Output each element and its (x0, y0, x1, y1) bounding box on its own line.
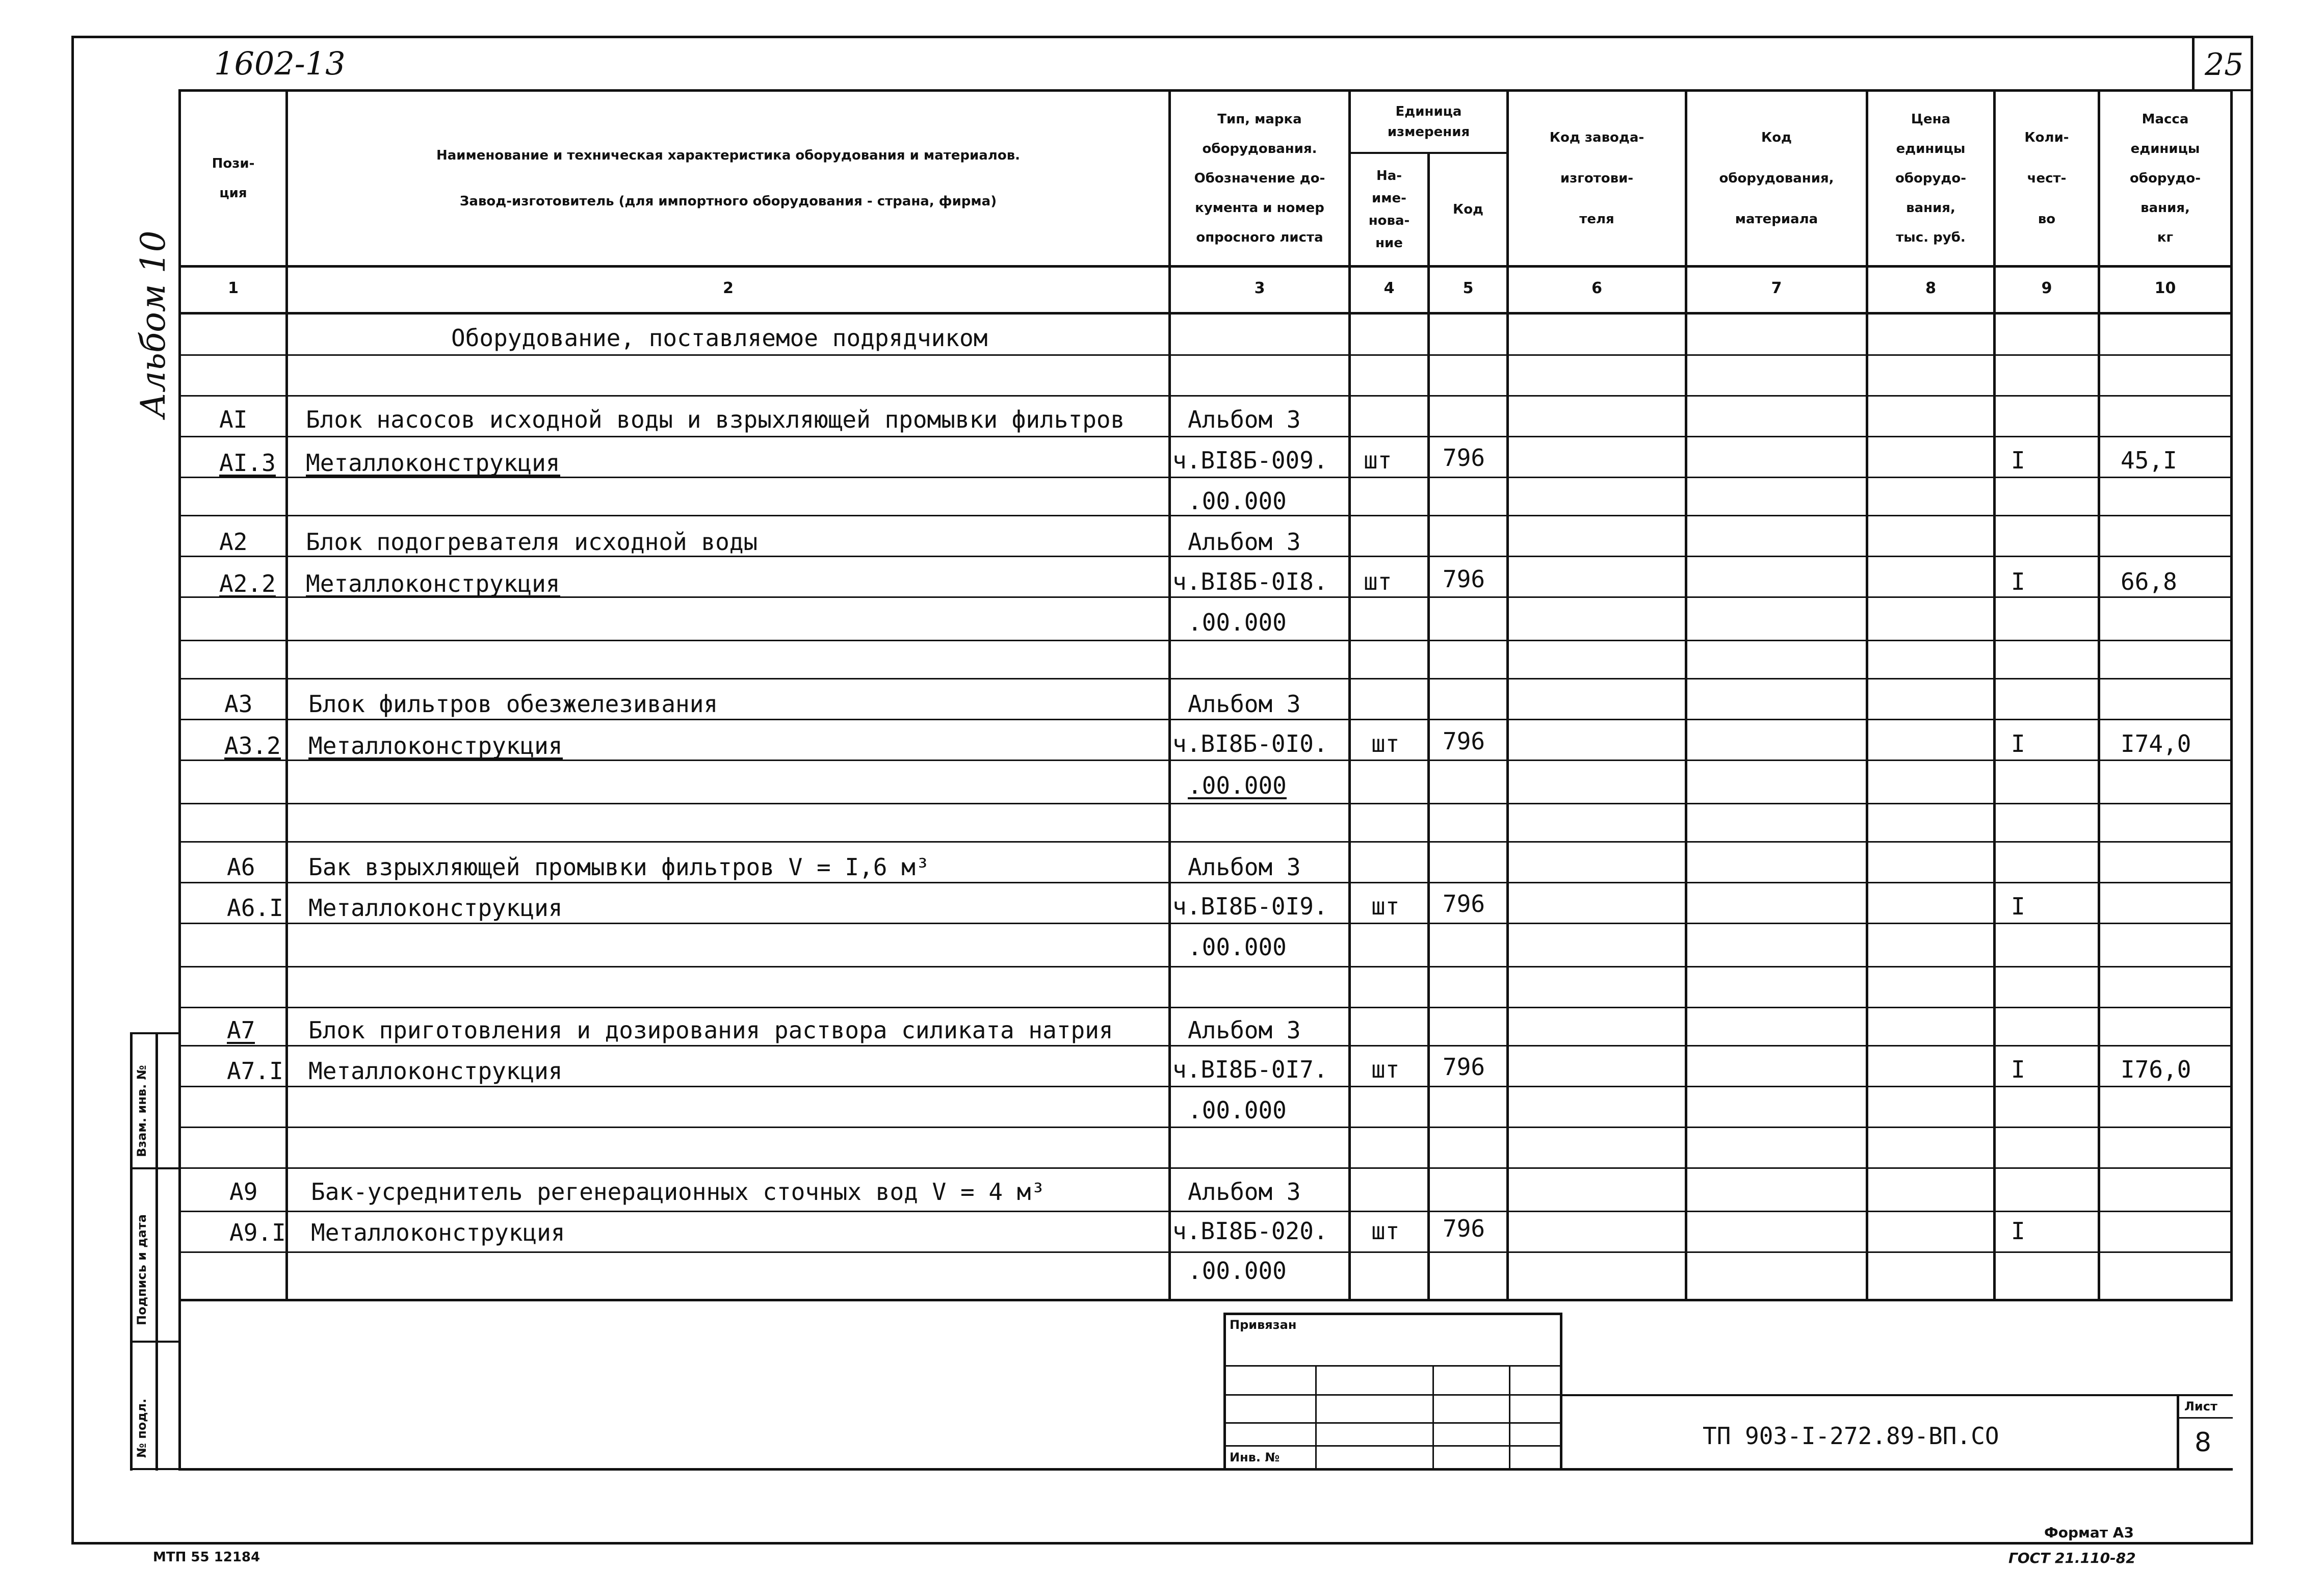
column-number: 3 (1254, 279, 1265, 297)
position-cell: А9 (229, 1178, 258, 1206)
unit-cell: шт (1371, 1056, 1400, 1083)
doc-cell: Альбом 3 (1188, 1178, 1301, 1206)
unit-cell: шт (1371, 893, 1400, 920)
doc-cell: ч.BI8Б-0I8. (1172, 568, 1328, 595)
name-cell: Металлоконструкция (311, 1219, 565, 1246)
code-cell: 796 (1443, 1053, 1485, 1081)
column-number: 9 (2041, 279, 2052, 297)
name-cell: Блок фильтров обезжелезивания (308, 690, 718, 718)
stamp-privyazan: Привязан (1230, 1318, 1297, 1332)
position-cell: А6 (227, 853, 255, 881)
column-header-quantity: Коли- чест- во (2024, 130, 2069, 227)
column-header-name: Наименование и техническая характеристика оборудования и материалов. Завод-изготовитель (для импортного оборудования - страна, фирма) (436, 148, 1021, 209)
quantity-cell: I (2011, 447, 2025, 474)
doc-cell: ч.BI8Б-0I0. (1172, 730, 1328, 757)
position-cell: АI (219, 406, 248, 433)
position-cell: А7 (227, 1016, 255, 1044)
doc-cell: .00.000 (1188, 933, 1287, 961)
position-cell: А3 (224, 690, 253, 718)
quantity-cell: I (2011, 893, 2025, 920)
column-number: 4 (1383, 279, 1395, 297)
album-label: Альбом 10 (134, 230, 173, 418)
position-cell: АI.3 (219, 449, 276, 477)
unit-cell: шт (1371, 1217, 1400, 1245)
page-number: 25 (2205, 47, 2244, 83)
column-header-position: Пози- ция (212, 156, 255, 201)
position-cell: А2.2 (219, 570, 276, 597)
doc-cell: ч.BI8Б-009. (1172, 447, 1328, 474)
doc-cell: .00.000 (1188, 772, 1287, 799)
doc-cell: Альбом 3 (1188, 690, 1301, 718)
name-cell: Блок подогревателя исходной воды (306, 528, 758, 556)
column-number: 8 (1925, 279, 1936, 297)
column-header-equipment-code: Код оборудования, материала (1719, 130, 1834, 227)
column-number: 2 (723, 279, 734, 297)
sheet-code: 1602-13 (214, 45, 346, 82)
doc-cell: Альбом 3 (1188, 406, 1301, 433)
position-cell: А7.I (227, 1057, 283, 1085)
column-header-unit-name: На- име- нова- ние (1368, 168, 1410, 251)
doc-cell: ч.BI8Б-0I7. (1172, 1056, 1328, 1083)
column-header-unit-group: Единица измерения (1387, 104, 1470, 140)
column-header-factory-code: Код завода- изготови- теля (1549, 130, 1644, 227)
column-number: 6 (1591, 279, 1602, 297)
unit-cell: шт (1371, 730, 1400, 757)
quantity-cell: I (2011, 1217, 2025, 1245)
position-cell: А2 (219, 528, 248, 556)
name-cell: Металлоконструкция (306, 449, 560, 477)
code-cell: 796 (1443, 565, 1485, 593)
column-number: 5 (1463, 279, 1474, 297)
name-cell: Металлоконструкция (308, 894, 563, 922)
left-footer-code: МТП 55 12184 (153, 1550, 260, 1565)
doc-cell: .00.000 (1188, 609, 1287, 636)
name-cell: Металлоконструкция (306, 570, 560, 597)
doc-cell: Альбом 3 (1188, 528, 1301, 556)
doc-cell: Альбом 3 (1188, 853, 1301, 881)
gost-label: ГОСТ 21.110-82 (2008, 1550, 2136, 1566)
code-cell: 796 (1443, 727, 1485, 755)
doc-cell: .00.000 (1188, 487, 1287, 515)
unit-cell: шт (1364, 447, 1392, 474)
doc-cell: .00.000 (1188, 1096, 1287, 1124)
column-header-type: Тип, марка оборудования. Обозначение до- кумента и номер опросного листа (1194, 112, 1325, 245)
sheet-label: Лист (2184, 1399, 2217, 1414)
column-number: 10 (2154, 279, 2176, 297)
mass-cell: I76,0 (2121, 1056, 2191, 1083)
code-cell: 796 (1443, 444, 1485, 472)
side-label-vzam-inv: Взам. инв. № (135, 1065, 149, 1157)
position-cell: А3.2 (224, 732, 281, 760)
quantity-cell: I (2011, 1056, 2025, 1083)
doc-cell: ч.BI8Б-0I9. (1172, 893, 1328, 920)
name-cell: Металлоконструкция (308, 732, 563, 760)
stamp-inv-no: Инв. № (1230, 1450, 1280, 1464)
doc-cell: Альбом 3 (1188, 1016, 1301, 1044)
column-number: 7 (1771, 279, 1782, 297)
mass-cell: 66,8 (2121, 568, 2177, 595)
side-label-podpis-data: Подпись и дата (135, 1214, 149, 1325)
name-cell: Бак взрыхляющей промывки фильтров V = I,6 м³ (308, 853, 930, 881)
name-cell: Бак-усреднитель регенерационных сточных вод V = 4 м³ (311, 1178, 1046, 1206)
quantity-cell: I (2011, 568, 2025, 595)
code-cell: 796 (1443, 1215, 1485, 1242)
code-cell: 796 (1443, 890, 1485, 918)
format-label: Формат А3 (2044, 1524, 2134, 1541)
position-cell: А9.I (229, 1219, 286, 1246)
doc-cell: .00.000 (1188, 1257, 1287, 1285)
quantity-cell: I (2011, 730, 2025, 757)
mass-cell: I74,0 (2121, 730, 2191, 757)
doc-code: ТП 903-I-272.89-ВП.СО (1703, 1422, 1999, 1450)
side-label-inv-podl: № подл. (135, 1398, 149, 1458)
column-header-mass: Масса единицы оборудо- вания, кг (2129, 112, 2201, 245)
column-header-unit-code: Код (1452, 202, 1484, 217)
unit-cell: шт (1364, 568, 1392, 595)
doc-cell: ч.BI8Б-020. (1172, 1217, 1328, 1245)
name-cell: Металлоконструкция (308, 1057, 563, 1085)
mass-cell: 45,I (2121, 447, 2177, 474)
position-cell: А6.I (227, 894, 283, 922)
name-cell: Блок насосов исходной воды и взрыхляющей промывки фильтров (306, 406, 1125, 433)
column-number: 1 (228, 279, 239, 297)
sheet-number: 8 (2195, 1427, 2212, 1458)
column-header-price: Цена единицы оборудо- вания, тыс. руб. (1895, 112, 1967, 245)
name-cell: Блок приготовления и дозирования раствора силиката натрия (308, 1016, 1113, 1044)
section-title: Оборудование, поставляемое подрядчиком (451, 324, 988, 352)
